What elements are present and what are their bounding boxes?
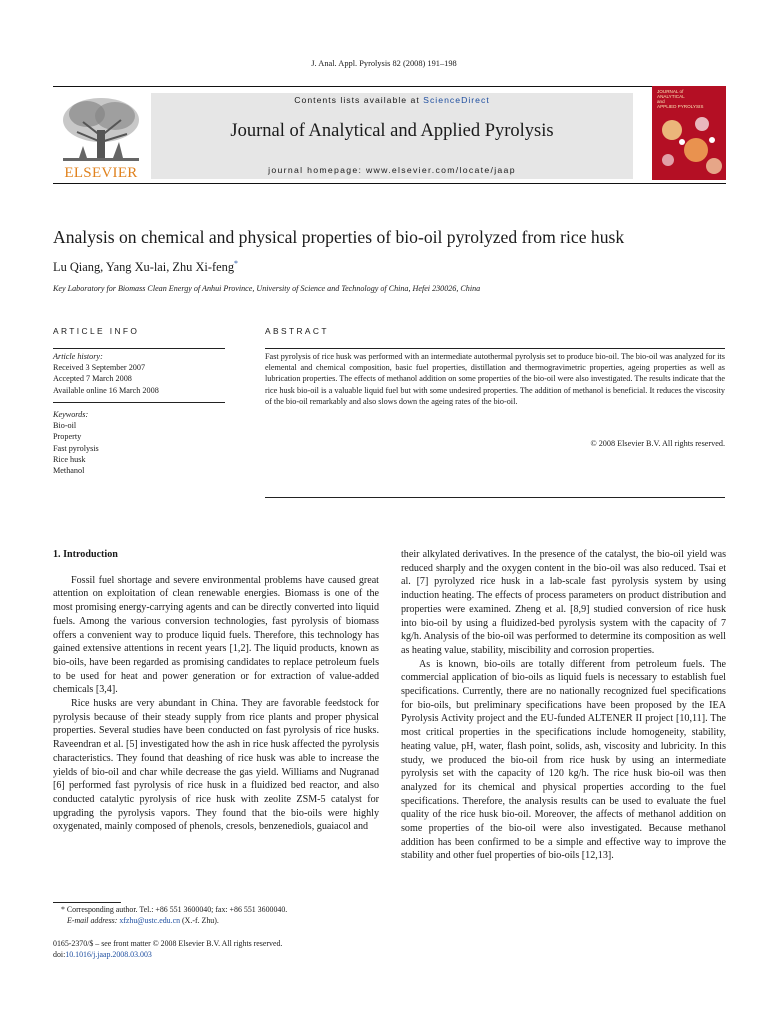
body-paragraph: their alkylated derivatives. In the presence of the catalyst, the bio-oil yield was reduced sharply and the oxygen content in the bio-oil was also reduced. Tsai et al. [7] pyrolyzed rice husk in a lab-scale fast pyrolysis system by using induction heating. The effects of process parameters on product distribution and properties were examined. Zheng et al. [8,9] studied conversion of rice husk into bio-oil by using a fluidized-bed pyrolysis system with the capacity of 7 kg/h. Analysis of the bio-oil was performed to determine its composition as well as heating value, stability, miscibility and corrosion properties. [401, 549, 726, 656]
body-column-right [401, 548, 726, 863]
body-paragraph: As is known, bio-oils are totally different from petroleum fuels. The commercial application of bio-oils as liquid fuels is necessary to establish fuel specifications. Currently, there are no nationally recognized fuel specifications for bio-oils, but preliminary specifications have been proposed by the IEA Pyrolysis Activity project and the EU-funded ALTENER II project [10,11]. The most critical properties in the specifications include homogeneity, stability, heating value, pH, water, flash point, solids, ash, viscosity and lubricity. In this study, we produced the bio-oil from rice husk by using an intermediate pyrolysis set with the capacity of 120 kg/h. The rice husk bio-oil was then analyzed for its chemical and physical properties according to the fuel specifications. Therefore, the analysis results can be used to evaluate the fuel quality of the rice husk bio-oil. Moreover, the affects of methanol addition on some properties of the bio-oil were also investigated. Because methanol addition has been confirmed to be a simple and effective way to improve the stability and other fuel properties of bio-oils [12,13]. [401, 658, 726, 862]
contents-available-line [151, 95, 633, 105]
article-history [53, 351, 225, 396]
doi-label: doi: [53, 950, 66, 959]
issn-line: 0165-2370/$ – see front matter © 2008 Elsevier B.V. All rights reserved. [53, 939, 283, 948]
cover-title-line: APPLIED PYROLYSIS [657, 104, 704, 109]
journal-cover-thumbnail [652, 86, 726, 180]
authors [53, 259, 238, 275]
section-heading-introduction: 1. Introduction [53, 549, 118, 560]
sciencedirect-link[interactable]: ScienceDirect [423, 95, 490, 105]
article-info-divider [53, 402, 225, 403]
cover-title-line: ANALYTICAL [657, 94, 685, 99]
article-info-heading: ARTICLE INFO [53, 326, 140, 336]
author-list: Lu Qiang, Yang Xu-lai, Zhu Xi-feng [53, 260, 235, 275]
keywords [53, 409, 225, 476]
abstract-bottom-rule [265, 497, 725, 498]
abstract-heading: ABSTRACT [265, 326, 329, 336]
email-suffix: (X.-f. Zhu). [180, 916, 219, 925]
body-paragraph: Rice husks are very abundant in China. They are favorable feedstock for pyrolysis because of their steady supply from rice plants and proper physical properties. Several studies have been conducted on fast pyrolysis of rice husks. Raveendran et al. [5] investigated how the ash in rice husk affected the pyrolysis characteristics. They found that deashing of rice husk was able to increase the yields of bio-oil and char while decrease the gas yield. Williams and Nugranad [6] performed fast pyrolysis of rice husk in a fluidized bed reactor, and also conducted catalytic pyrolysis of rice husk with zeolite ZSM-5 catalyst for upgrading the pyrolysis vapors. They found that the bio-oils were highly oxygenated, mainly composed of phenols, cresols, benzenediols, guaiacol and [53, 698, 379, 833]
body-paragraph: Fossil fuel shortage and severe environmental problems have caused great attention on exploitation of clean renewable energies. Biomass is one of the most promising energy-carrying agents and can be directly converted into liquid fuels. Among the various conversion technologies, fast pyrolysis of biomass offers a convenient way to produce liquid fuels. Therefore, this technology has gained extensive attentions in recent years [1,2]. The liquid products, known as bio-oils, have been regarded as promising candidates to replace petroleum fuels to be used for heat and power generation or for extraction of value-added chemicals [3,4]. [53, 574, 379, 696]
history-received: Received 3 September 2007 [53, 363, 146, 373]
affiliation: Key Laboratory for Biomass Clean Energy of Anhui Province, University of Science and Technology of China, Hefei 230026, China [53, 284, 481, 293]
elsevier-wordmark: ELSEVIER [64, 165, 138, 181]
keyword: Fast pyrolysis [53, 443, 99, 453]
journal-title: Journal of Analytical and Applied Pyrolysis [230, 121, 554, 141]
body-column-left [53, 548, 379, 834]
corresponding-author-mark[interactable]: * [234, 259, 239, 268]
abstract-text: Fast pyrolysis of rice husk was performed with an intermediate autothermal pyrolysis set to produce bio-oil. The bio-oil was analyzed for its elemental and chemical composition, basic fuel properties, distillation and thermogravimetric properties, ageing properties as well as lubrication properties. The effects of methanol addition on some properties of the bio-oil were also investigated. The results indicate that the rice husk bio-oil is a valuable liquid fuel but with some undesired properties. The addition of methanol is beneficial. It reduces the viscosity of the bio-oil remarkably and also slows down the ageing rates of the bio-oil. [265, 352, 725, 406]
cover-artwork [652, 110, 726, 180]
contents-prefix: Contents lists available at [294, 95, 424, 105]
keyword: Methanol [53, 466, 85, 476]
keyword: Rice husk [53, 454, 86, 464]
history-label: Article history: [53, 352, 103, 361]
article-title: Analysis on chemical and physical properties of bio-oil pyrolyzed from rice husk [53, 227, 625, 247]
cover-title [657, 89, 723, 109]
front-matter [53, 938, 379, 960]
journal-reference: J. Anal. Appl. Pyrolysis 82 (2008) 191–198 [311, 59, 457, 68]
keyword: Property [53, 432, 82, 442]
corresponding-author-footnote [53, 904, 379, 926]
history-accepted: Accepted 7 March 2008 [53, 374, 132, 384]
corresponding-contact: * Corresponding author. Tel.: +86 551 3600040; fax: +86 551 3600040. [61, 905, 288, 914]
abstract-copyright: © 2008 Elsevier B.V. All rights reserved. [590, 439, 725, 448]
keyword: Bio-oil [53, 421, 77, 431]
footnote-rule [53, 902, 121, 903]
email-link[interactable]: xfzhu@ustc.edu.cn [119, 916, 181, 925]
doi-link[interactable]: 10.1016/j.jaap.2008.03.003 [65, 950, 152, 959]
history-online: Available online 16 March 2008 [53, 385, 159, 395]
keywords-label: Keywords: [53, 410, 89, 419]
cover-title-line: and [657, 99, 665, 104]
journal-homepage[interactable]: journal homepage: www.elsevier.com/locate/jaap [268, 165, 516, 175]
article-info-rule [53, 348, 225, 349]
abstract-rule [265, 348, 725, 349]
email-label: E-mail address: [67, 916, 120, 925]
header-top-rule [53, 86, 726, 87]
header-bottom-rule [53, 183, 726, 184]
cover-title-line: JOURNAL of [657, 89, 684, 94]
